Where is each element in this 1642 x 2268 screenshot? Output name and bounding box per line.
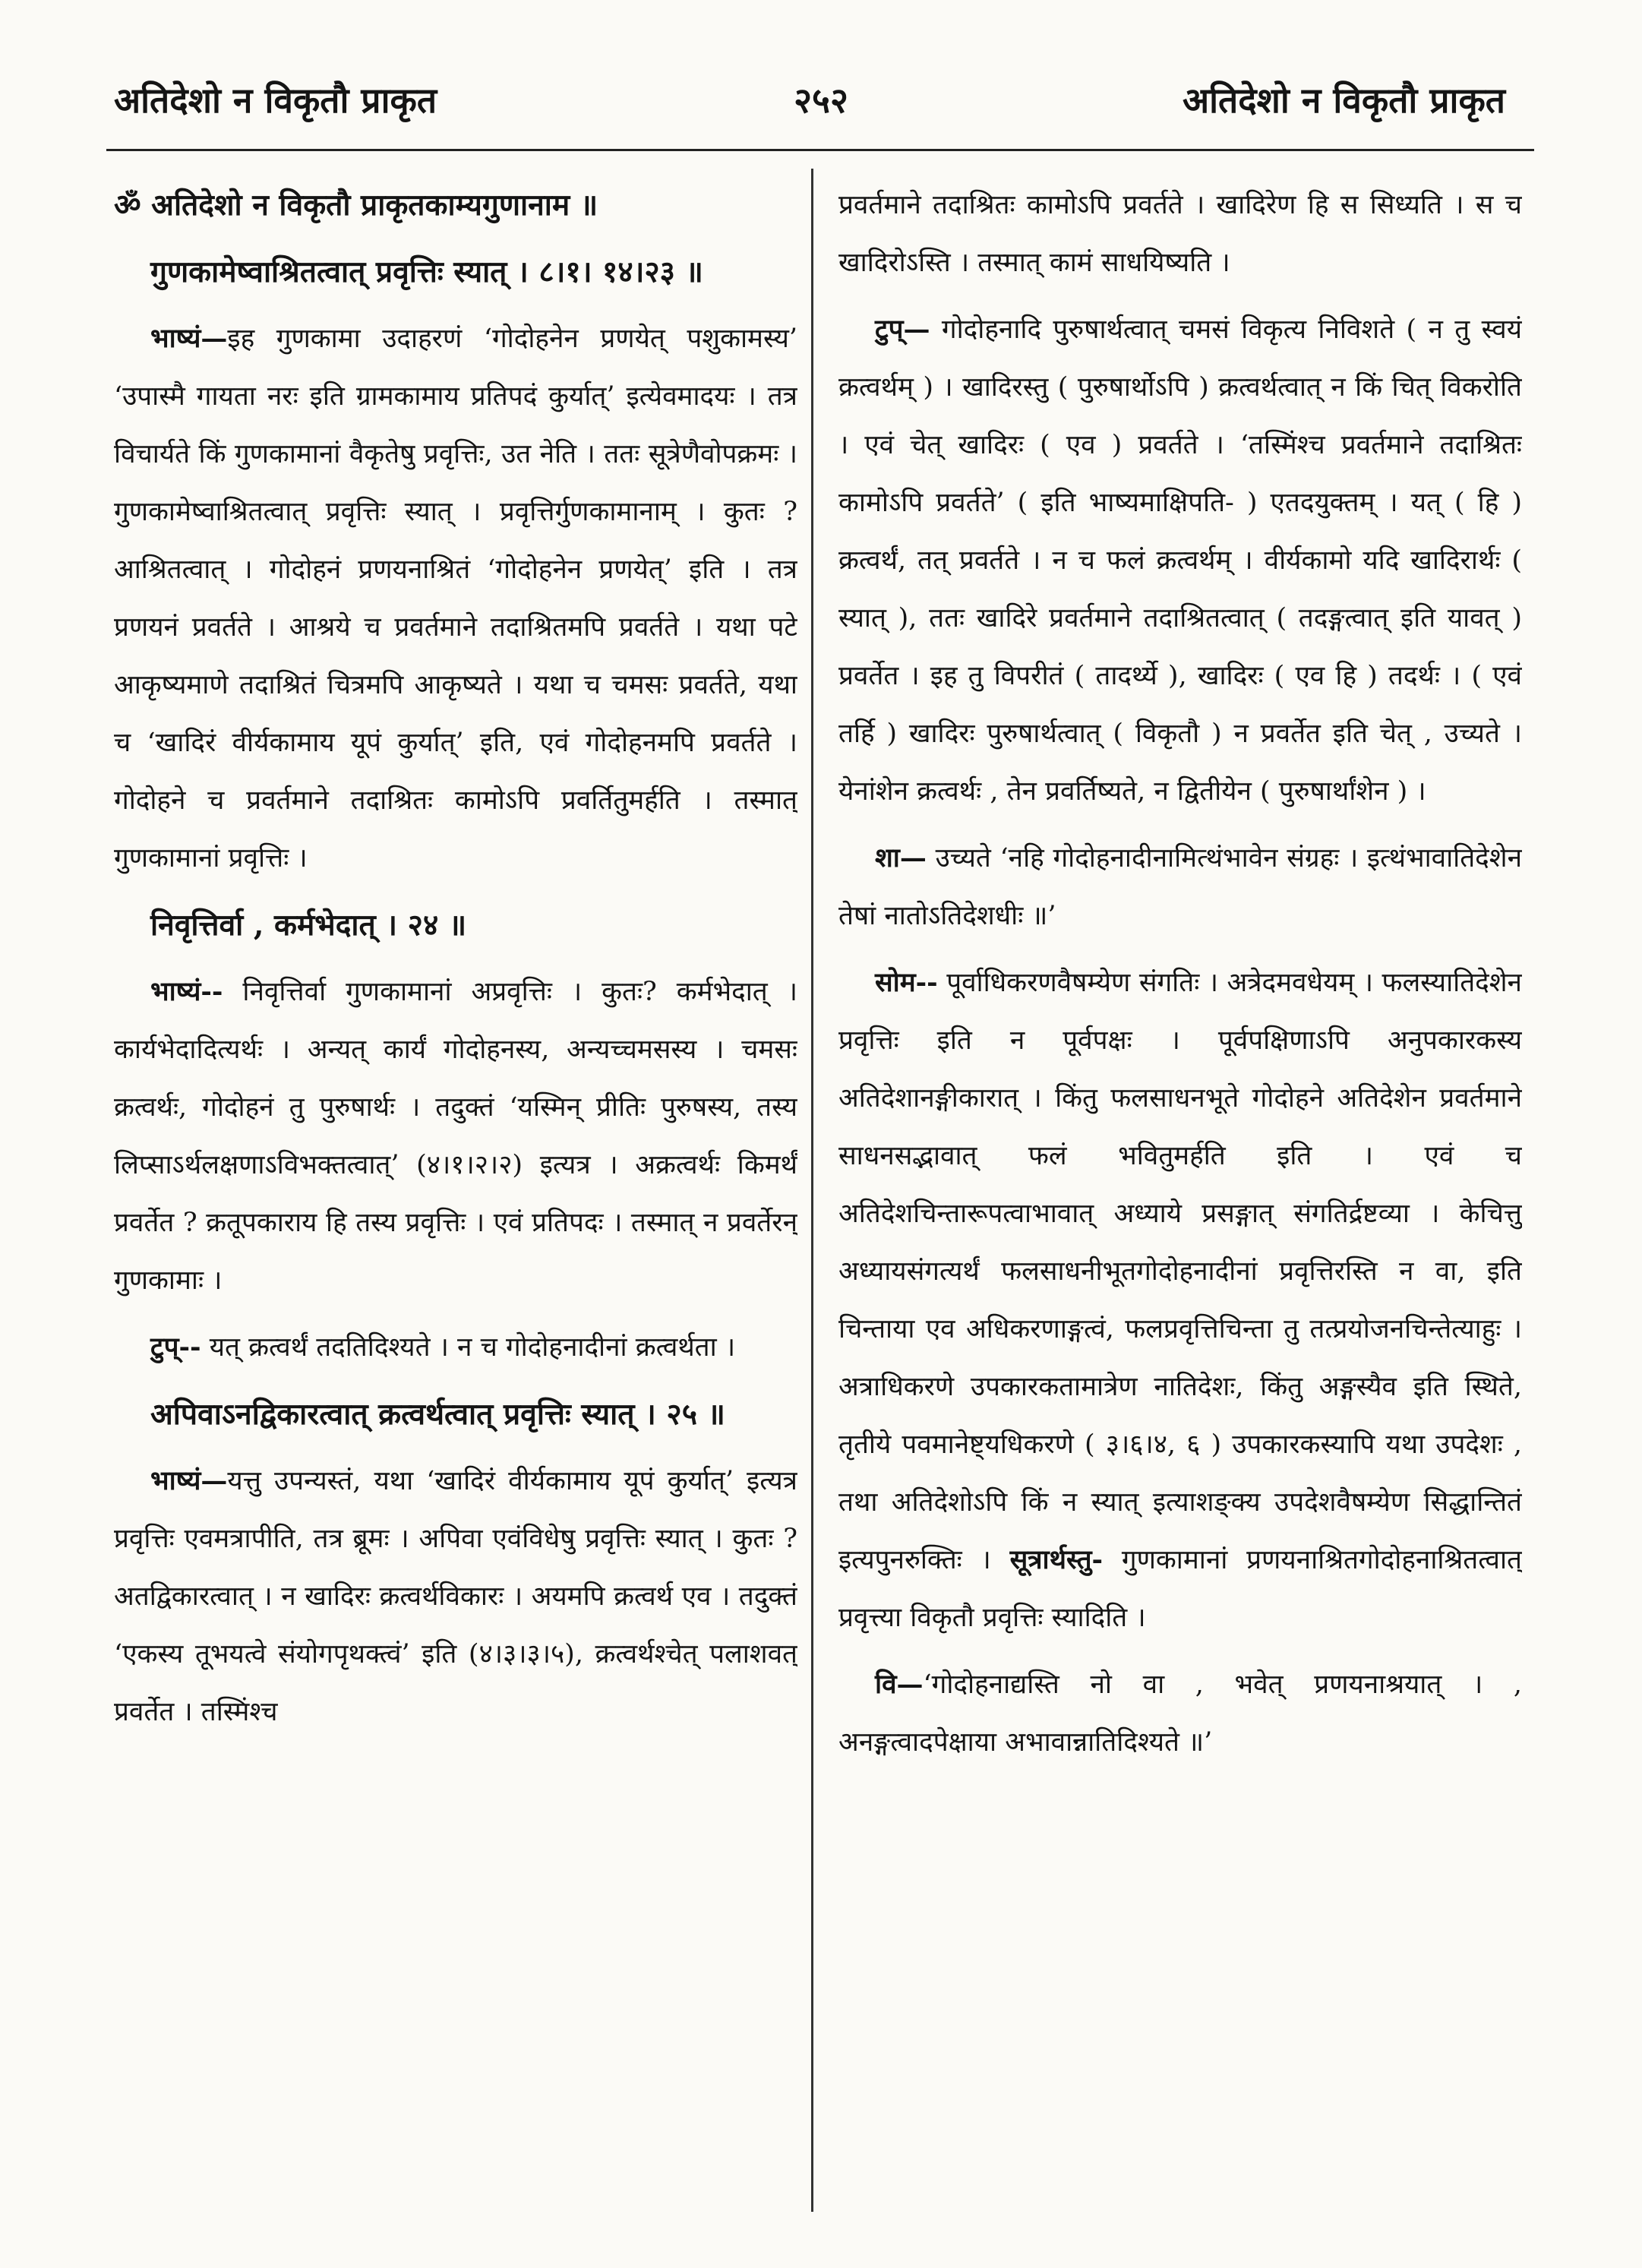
continuation-text: प्रवर्तमाने तदाश्रितः कामोऽपि प्रवर्तते । खादिरेण हि स सिध्यति । स च खादिरोऽस्ति । तस्मात् कामं साधयिष्यति ।	[838, 190, 1522, 278]
column-divider	[811, 169, 813, 2212]
vi-paragraph	[838, 1656, 1522, 1771]
soma-paragraph	[838, 954, 1522, 1647]
bhashya-25	[114, 1452, 797, 1741]
sha-label: शा—	[875, 842, 927, 873]
soma-label: सोम--	[875, 967, 938, 998]
tup-right-text: गोदोहनादि पुरुषार्थत्वात् चमसं विकृत्य निविशते ( न तु स्वयं क्रत्वर्थम् ) । खादिरस्तु ( पुरुषार्थोऽपि ) क्रत्वर्थत्वात् न किं चित् विकरोति । एवं चेत् खादिरः ( एव ) प्रवर्तते । ‘तस्मिंश्च प्रवर्तमाने तदाश्रितः कामोऽपि प्रवर्तते’ ( इति भाष्यमाक्षिपति- ) एतदयुक्तम् । यत् ( हि ) क्रत्वर्थं, तत् प्रवर्तते । न च फलं क्रत्वर्थम् । वीर्यकामो यदि खादिरार्थः ( स्यात् ), ततः खादिरे प्रवर्तमाने तदाश्रितत्वात् ( तदङ्गत्वात् इति यावत् ) प्रवर्तेत । इह तु विपरीतं ( तादर्थ्ये ), खादिरः ( एव हि ) तदर्थः । ( एवं तर्हि ) खादिरः पुरुषार्थत्वात् ( विकृतौ ) न प्रवर्तेत इति चेत् , उच्यते । येनांशेन क्रत्वर्थः , तेन प्रवर्तिष्यते, न द्वितीयेन ( पुरुषार्थांशेन ) ।	[838, 314, 1522, 807]
bhashya-24-label: भाष्यं--	[150, 976, 223, 1007]
left-column	[114, 176, 797, 2227]
sutrartha-label: सूत्रार्थस्तु-	[1009, 1544, 1104, 1575]
om-icon: ॐ	[114, 188, 141, 223]
bhashya-23-label: भाष्यं—	[150, 323, 228, 354]
sutrartha-text: गुणकामानां प्रणयनाश्रितगोदोहनाश्रितत्वात् प्रवृत्त्या विकृतौ प्रवृत्तिः स्यादिति ।	[838, 1545, 1522, 1633]
sutra-23: गुणकामेष्वाश्रितत्वात् प्रवृत्तिः स्यात् । ८।१। १४।२३ ॥	[150, 254, 703, 289]
tup-left	[114, 1319, 797, 1376]
page-number: २५२	[794, 80, 848, 121]
soma-text: पूर्वाधिकरणवैषम्येण संगतिः । अत्रेदमवधेयम् । फलस्यातिदेशेन प्रवृत्तिः इति न पूर्वपक्षः । पूर्वपक्षिणाऽपि अनुपकारकस्य अतिदेशानङ्गीकारात् । किंतु फलसाधनभूते गोदोहने अतिदेशेन प्रवर्तमाने साधनसद्भावात् फलं भवितुमर्हति इति । एवं च अतिदेशचिन्तारूपत्वाभावात् अध्याये प्रसङ्गात् संगतिर्द्रष्टव्या । केचित्तु अध्यायसंगत्यर्थं फलसाधनीभूतगोदोहनादीनां प्रवृत्तिरस्ति न वा, इति चिन्ताया एव अधिकरणाङ्गत्वं, फलप्रवृत्तिचिन्ता तु तत्प्रयोजनचिन्तेत्याहुः । अत्राधिकरणे उपकारकतामात्रेण नातिदेशः, किंतु अङ्गस्यैव इति स्थिते, तृतीये पवमानेष्ट्यधिकरणे ( ३।६।४, ६ ) उपकारकस्यापि यथा उपदेशः , तथा अतिदेशोऽपि किं न स्यात् इत्याशङ्क्य उपदेशवैषम्येण सिद्धान्तितं इत्यपुनरुक्तिः ।	[838, 968, 1522, 1575]
bhashya-24-text: निवृत्तिर्वा गुणकामानां अप्रवृत्तिः । कुतः? कर्मभेदात् । कार्यभेदादित्यर्थः । अन्यत् कार्यं गोदोहनस्य, अन्यच्चमसस्य । चमसः क्रत्वर्थः, गोदोहनं तु पुरुषार्थः । तदुक्तं ‘यस्मिन् प्रीतिः पुरुषस्य, तस्य लिप्साऽर्थलक्षणाऽविभक्तत्वात्’ (४।१।२।२) इत्यत्र । अक्रत्वर्थः किमर्थं प्रवर्तेत ? क्रतूपकाराय हि तस्य प्रवृत्तिः । एवं प्रतिपदः । तस्मात् न प्रवर्तेरन् गुणकामाः ।	[114, 977, 797, 1296]
shabara-paragraph	[838, 829, 1522, 945]
adhikarana-title-text: अतिदेशो न विकृतौ प्राकृतकाम्यगुणानाम ॥	[151, 188, 598, 223]
vi-text: ‘गोदोहनाद्यस्ति नो वा , भवेत् प्रणयनाश्रयात् । , अनङ्गत्वादपेक्षाया अभावान्नातिदिश्यते ॥’	[838, 1669, 1522, 1758]
bhashya-25-label: भाष्यं—	[150, 1465, 228, 1496]
bhashya-23	[114, 310, 797, 887]
right-column	[838, 176, 1522, 2227]
tup-left-text: यत् क्रत्वर्थं तदतिदिश्यते । न च गोदोहनादीनां क्रत्वर्थता ।	[209, 1332, 736, 1363]
bhashya-23-text: इह गुणकामा उदाहरणं ‘गोदोहनेन प्रणयेत् पशुकामस्य’ ‘उपास्मै गायता नरः इति ग्रामकामाय प्रतिपदं कुर्यात्’ इत्येवमादयः । तत्र विचार्यते किं गुणकामानां वैकृतेषु प्रवृत्तिः, उत नेति । ततः सूत्रेणैवोपक्रमः । गुणकामेष्वाश्रितत्वात् प्रवृत्तिः स्यात् । प्रवृत्तिर्गुणकामानाम् । कुतः ? आश्रितत्वात् । गोदोहनं प्रणयनाश्रितं ‘गोदोहनेन प्रणयेत्’ इति । तत्र प्रणयनं प्रवर्तते । आश्रये च प्रवर्तमाने तदाश्रितमपि प्रवर्तते । यथा पटे आकृष्यमाणे तदाश्रितं चित्रमपि आकृष्यते । यथा च चमसः प्रवर्तते, यथा च ‘खादिरं वीर्यकामाय यूपं कुर्यात्’ इति, एवं गोदोहनमपि प्रवर्तते । गोदोहने च प्रवर्तमाने तदाश्रितः कामोऽपि प्रवर्तितुमर्हति । तस्मात् गुणकामानां प्रवृत्तिः ।	[114, 324, 797, 873]
sutra-25: अपिवाऽनद्विकारत्वात् क्रत्वर्थत्वात् प्रवृत्तिः स्यात् । २५ ॥	[150, 1397, 725, 1432]
header-rule	[106, 149, 1534, 151]
adhikarana-title	[114, 176, 797, 234]
running-header-right: अतिदेशो न विकृतौ प्राकृत	[1182, 80, 1505, 121]
running-header-left: अतिदेशो न विकृतौ प्राकृत	[114, 80, 437, 121]
tup-left-label: टुप्--	[150, 1331, 201, 1363]
bhashya-25-text: यत्तु उपन्यस्तं, यथा ‘खादिरं वीर्यकामाय यूपं कुर्यात्’ इत्यत्र प्रवृत्तिः एवमत्रापीति, तत्र ब्रूमः । अपिवा एवंविधेषु प्रवृत्तिः स्यात् । कुतः ? अतद्विकारत्वात् । न खादिरः क्रत्वर्थविकारः । अयमपि क्रत्वर्थ एव । तदुक्तं ‘एकस्य तूभयत्वे संयोगपृथक्त्वं’ इति (४।३।३।५), क्रत्वर्थश्चेत् पलाशवत् प्रवर्तेत । तस्मिंश्च	[114, 1466, 797, 1727]
tup-right	[838, 301, 1522, 820]
sutra-24: निवृत्तिर्वा , कर्मभेदात् । २४ ॥	[150, 908, 467, 943]
bhashya-24	[114, 963, 797, 1309]
tup-right-label: टुप्—	[875, 314, 930, 345]
vi-label: वि—	[875, 1669, 924, 1700]
sha-text: उच्यते ‘नहि गोदोहनादीनामित्थंभावेन संग्रहः । इत्थंभावातिदेशेन तेषां नातोऽतिदेशधीः ॥’	[838, 843, 1522, 931]
